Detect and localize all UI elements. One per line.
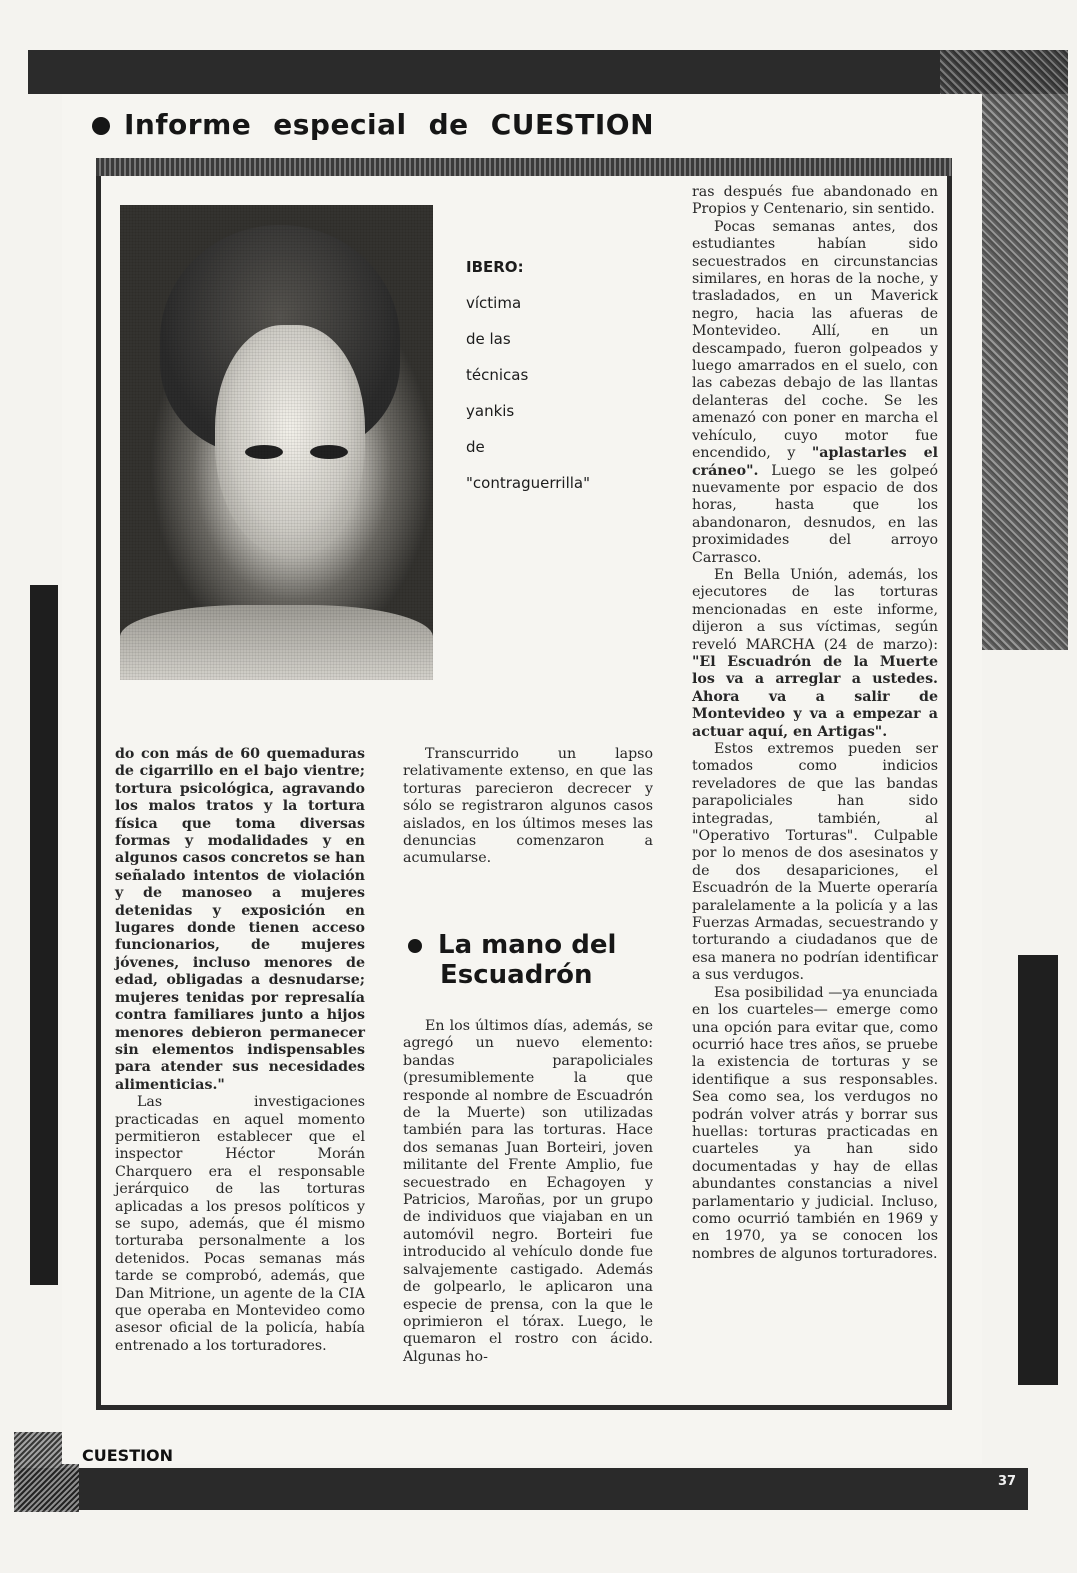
page-number: 37 [998,1474,1017,1489]
header-word-3: de [428,108,469,141]
subheading-line-1: La mano del [438,930,617,960]
text-column-1 [115,746,365,1355]
subheading-line-2: Escuadrón [440,960,593,990]
bullet-icon [408,939,422,953]
caption-line: de las [466,330,511,348]
paragraph: Esa posibilidad —ya enunciada en los cuarteles— emerge como una opción para evitar que, como ocurrió hace tres años, se pruebe la existencia de torturas y se identifique a sus responsables. Sea como sea, los verdugos no podrán volver atrás y borrar sus huellas: torturas practicadas en cuarteles ya han sido documentadas y hay de ellas abundantes constancias a nivel parlamentario y judicial. Incluso, como ocurrió también en 1969 y en 1970, ya se conocen los nombres de algunos torturadores. [692,984,938,1262]
paragraph: ras después fue abandonado en Propios y Centenario, sin sentido. [692,184,938,218]
caption-line: "contraguerrilla" [466,474,590,492]
section-header [92,108,654,141]
header-brand: CUESTION [490,108,655,141]
bottom-dark-band [18,1468,1028,1510]
subheading [408,930,616,990]
photo-caption [466,258,590,510]
article-frame-top-edge [96,158,952,176]
caption-line: de [466,438,485,456]
paragraph: En los últimos días, además, se agregó un nuevo elemento: bandas parapoliciales (presumiblemente la que responde al nombre de Escuadrón de la Muerte) son utilizadas también para las torturas. Hace dos semanas Juan Borteiri, joven militante del Frente Amplio, fue secuestrado en Echagoyen y Patricios, Maroñas, por un grupo de individuos que viajaban en un automóvil negro. Borteiri fue introducido al vehículo donde fue salvajemente castigado. Además de golpearlo, le aplicaron una especie de prensa, con la que le oprimieron el tórax. Luego, le quemaron el rostro con ácido. Algunas ho- [403,1018,653,1365]
caption-line: yankis [466,402,515,420]
paragraph: do con más de 60 quemaduras de cigarrillo en el bajo vientre; tortura psicológica, agravando los malos tratos y la tortura física que toma diversas formas y modalidades y en algunos casos concretos se han señalado intentos de violación y de manoseo a mujeres detenidas y exposición en lugares donde tienen acceso funcionarios, de mujeres jóvenes, incluso menores de edad, obligadas a desnudarse; mujeres tenidas por represalía contra familiares junto a hijos menores debieron permanecer sin elementos indispensables para atender sus necesidades alimenticias." [115,746,366,1093]
paragraph [692,219,938,567]
text-column-2-continued [403,1018,653,1366]
paragraph-text: En Bella Unión, además, los ejecutores de las torturas mencionadas en este informe, dijeron a sus víctimas, según reveló MARCHA (24 de marzo): [692,566,938,653]
text-column-3 [692,184,938,1263]
caption-line: técnicas [466,366,529,384]
left-dark-band [30,585,58,1285]
quote: "aplastarles el cráneo". [692,445,939,479]
header-word-1: Informe [124,108,252,141]
footer-brand: CUESTION [82,1446,174,1465]
top-dark-band [28,50,1068,94]
paragraph: Transcurrido un lapso relativamente extenso, en que las torturas parecieron decrecer y sólo se registraron algunos casos aislados, en los últimos meses las denuncias comenzaron a acumularse. [403,746,653,867]
caption-line: víctima [466,294,522,312]
text-column-2 [403,746,653,868]
caption-line: IBERO: [466,258,524,276]
paragraph: Las investigaciones practicadas en aquel momento permitieron establecer que el inspector Héctor Morán Charquero era el responsable jerárquico de las torturas aplicadas a los presos políticos y se supo, además, que él mismo torturaba personalmente a los detenidos. Pocas semanas más tarde se comprobó, además, que Dan Mitrione, un agente de la CIA que operaba en Montevideo como asesor oficial de la policía, había entrenado a los torturadores. [115,1094,365,1354]
paragraph: Estos extremos pueden ser tomados como indicios reveladores de que las bandas parapoliciales han sido integradas, también, al "Operativo Torturas". Culpable por lo menos de dos asesinatos y de dos desapariciones, el Escuadrón de la Muerte operaría paralelamente a la policía y a las Fuerzas Armadas, secuestrando y torturando a ciudadanos que de esa manera no podrían identificar a sus verdugos. [692,741,938,984]
header-word-2: especial [273,108,407,141]
portrait-photo [120,205,433,680]
paragraph-text: Luego se les golpeó nuevamente por espacio de dos horas, hasta que los abandonaron, desnudos, en las proximidades del arroyo Carrasco. [692,462,939,566]
quote: "El Escuadrón de la Muerte los va a arreglar a ustedes. Ahora va a salir de Montevideo y va a empezar a actuar aquí, en Artigas". [692,653,938,740]
paragraph [692,567,938,741]
bullet-icon [92,117,110,135]
paragraph-text: Pocas semanas antes, dos estudiantes habían sido secuestrados en circunstancias similares, en horas de la noche, y trasladados, en un Maverick negro, hacia las afueras de Montevideo. Allí, en un descampado, fueron golpeados y luego amarrados en el suelo, con las cabezas debajo de las llantas delanteras del coche. Se les amenazó con poner en marcha el vehículo, cuyo motor fue encendido, y [692,218,938,462]
right-dark-band [1018,955,1058,1385]
